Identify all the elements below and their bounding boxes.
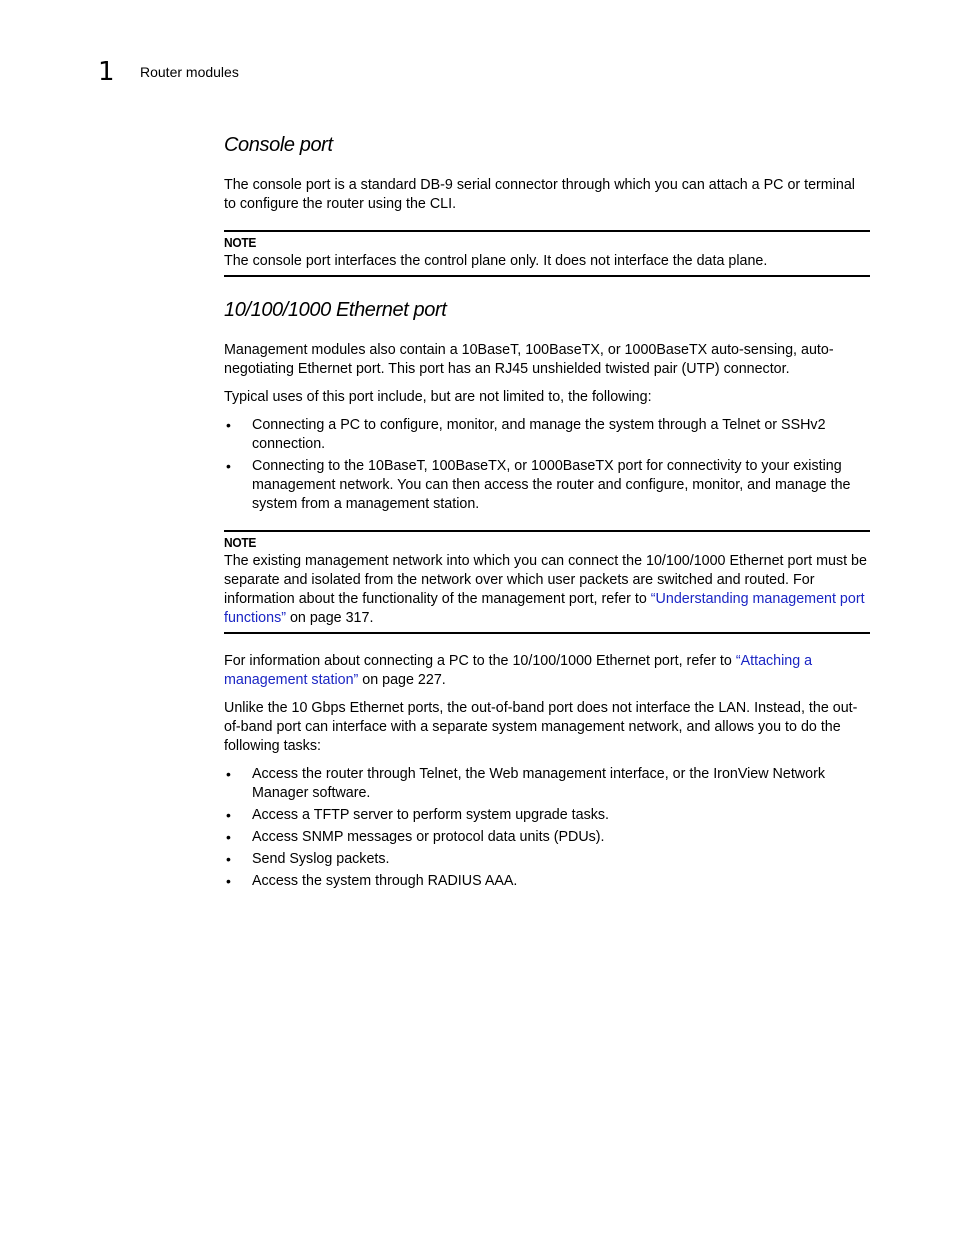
ethernet-paragraph-1: Management modules also contain a 10BaseT, 100BaseTX, or 1000BaseTX auto-sensing, auto-negotiating Ethernet port. This port has an RJ45 unshielded twisted pair (UTP) connector. (224, 342, 834, 377)
ethernet-paragraph-4: Unlike the 10 Gbps Ethernet ports, the out-of-band port does not interface the LAN. Instead, the out-of-band port can interface with a separate system management network, and allows you to do the following tasks: (224, 700, 858, 754)
list-item (224, 765, 870, 803)
ethernet-paragraph-2: Typical uses of this port include, but are not limited to, the following: (224, 389, 652, 405)
bullet-icon: • (226, 807, 231, 823)
list-item-text: Access SNMP messages or protocol data units (PDUs). (252, 829, 605, 845)
uses-list (224, 416, 870, 514)
list-item (224, 828, 870, 847)
tasks-list (224, 765, 870, 891)
bullet-icon: • (226, 458, 231, 474)
list-item-text: Connecting a PC to configure, monitor, and manage the system through a Telnet or SSHv2 connection. (252, 417, 826, 452)
list-item-text: Connecting to the 10BaseT, 100BaseTX, or 1000BaseTX port for connectivity to your existing management network. You can then access the router and configure, monitor, and manage the system from a management station. (252, 458, 851, 512)
ethernet-paragraph-3 (224, 652, 870, 690)
note-text-part2: on page 317. (285, 610, 374, 626)
bullet-icon: • (226, 873, 231, 889)
understanding-management-port-link[interactable]: “Understanding management port functions” (224, 591, 865, 626)
list-item-text: Access a TFTP server to perform system upgrade tasks. (252, 807, 610, 823)
list-item-text: Access the system through RADIUS AAA. (252, 873, 518, 889)
paragraph-3-part2: on page 227. (358, 672, 446, 688)
bullet-icon: • (226, 766, 231, 782)
note-text-part1: The existing management network into which you can connect the 10/100/1000 Ethernet port must be separate and isolated from the network over which user packets are switched and routed. For information about the functionality of the management port, refer to (224, 553, 867, 607)
note-text (224, 552, 870, 628)
console-port-heading: Console port (224, 134, 333, 156)
page-header (98, 56, 239, 88)
document-content (224, 130, 870, 903)
console-note (224, 230, 870, 277)
list-item (224, 872, 870, 891)
attaching-management-station-link[interactable]: “Attaching a management station” (224, 653, 813, 688)
paragraph-3-part1: For information about connecting a PC to the 10/100/1000 Ethernet port, refer to (224, 653, 736, 669)
list-item (224, 416, 870, 454)
note-text: The console port interfaces the control plane only. It does not interface the data plane. (224, 253, 768, 269)
list-item (224, 806, 870, 825)
chapter-number: 1 (98, 57, 115, 87)
note-label: NOTE (224, 535, 257, 550)
bullet-icon: • (226, 417, 231, 433)
list-item (224, 850, 870, 869)
bullet-icon: • (226, 851, 231, 867)
note-label: NOTE (224, 235, 257, 250)
list-item-text: Access the router through Telnet, the Web management interface, or the IronView Network Manager software. (252, 766, 825, 801)
ethernet-note (224, 530, 870, 634)
chapter-title: Router modules (140, 64, 239, 80)
list-item-text: Send Syslog packets. (252, 851, 390, 867)
bullet-icon: • (226, 829, 231, 845)
ethernet-port-heading: 10/100/1000 Ethernet port (224, 299, 447, 321)
list-item (224, 457, 870, 514)
console-port-paragraph: The console port is a standard DB-9 serial connector through which you can attach a PC or terminal to configure the router using the CLI. (224, 177, 855, 212)
